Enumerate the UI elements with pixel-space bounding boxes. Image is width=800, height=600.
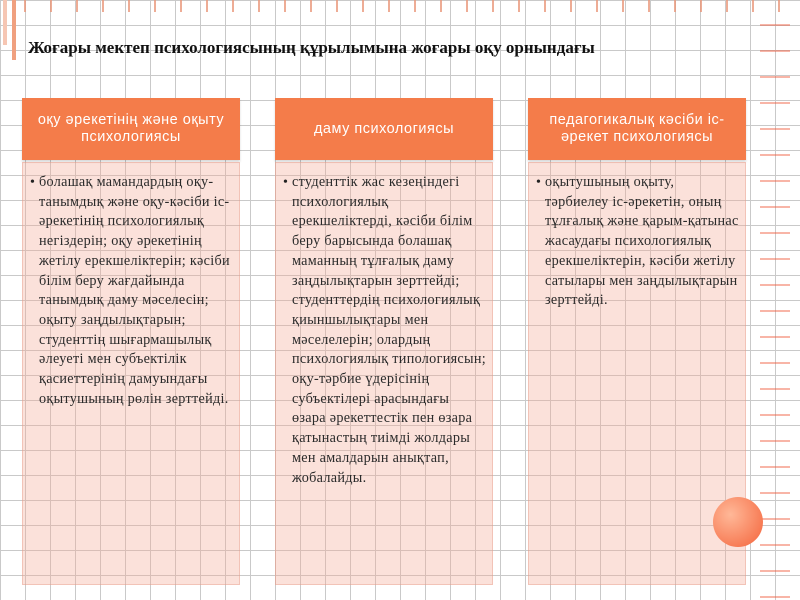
bullet-icon: • xyxy=(30,175,36,190)
slide-title: Жоғары мектеп психологиясының құрылымына жоғары оқу орнындағы xyxy=(28,38,595,57)
column-header: педагогикалық кәсіби іс-әрекет психологиясы xyxy=(528,98,746,160)
column-text: оқытушының оқыту, тәрбиелеу іс-әрекетін, оның тұлғалық және қарым-қатынас жасаудағы психологиялық ерекшеліктерін, кәсіби жетілу сатылары мен заңдылықтарын зерттейді. xyxy=(545,174,739,309)
decorative-circle xyxy=(713,497,763,547)
corner-decoration-light xyxy=(3,0,7,45)
bullet-icon: • xyxy=(283,175,289,190)
corner-decoration xyxy=(12,0,16,60)
column-text: студенттік жас кезеңіндегі психологиялық ерекшеліктерді, кәсіби білім беру барысында болашақ маманның тұлғалық даму заңдылықтарын зерттейді; студенттердің психологиялық қиыншылықтары мен мәселелерін; олардың психологиялық типологиясын; оқу-тәрбие үдерісінің субъектілері арасындағы өзара әрекеттестік пен өзара қатынастың тиімді жолдары мен амалдарын анықтап, жобалайды. xyxy=(292,174,486,486)
column-header: даму психологиясы xyxy=(275,98,493,160)
column-body xyxy=(22,162,240,585)
column-body xyxy=(275,162,493,585)
right-decoration xyxy=(760,0,790,600)
column-text-wrap xyxy=(283,173,486,488)
column-text-wrap xyxy=(536,173,739,311)
top-decoration xyxy=(0,0,800,12)
column-header: оқу әрекетінің және оқыту психологиясы xyxy=(22,98,240,160)
bullet-icon: • xyxy=(536,175,542,190)
column-text: болашақ мамандардың оқу-танымдық және оқу-кәсіби іс-әрекетінің психологиялық негіздерін; оқу әрекетінің жетілу ерекшеліктерін; кәсіби білім беру жағдайында танымдық даму мәселесін; оқыту заңдылықтарын; студенттің шығармашылық әлеуеті мен субъектілік қасиеттерінің дамуындағы оқытушының рөлін зерттейді. xyxy=(39,174,230,407)
column-text-wrap xyxy=(30,173,233,409)
